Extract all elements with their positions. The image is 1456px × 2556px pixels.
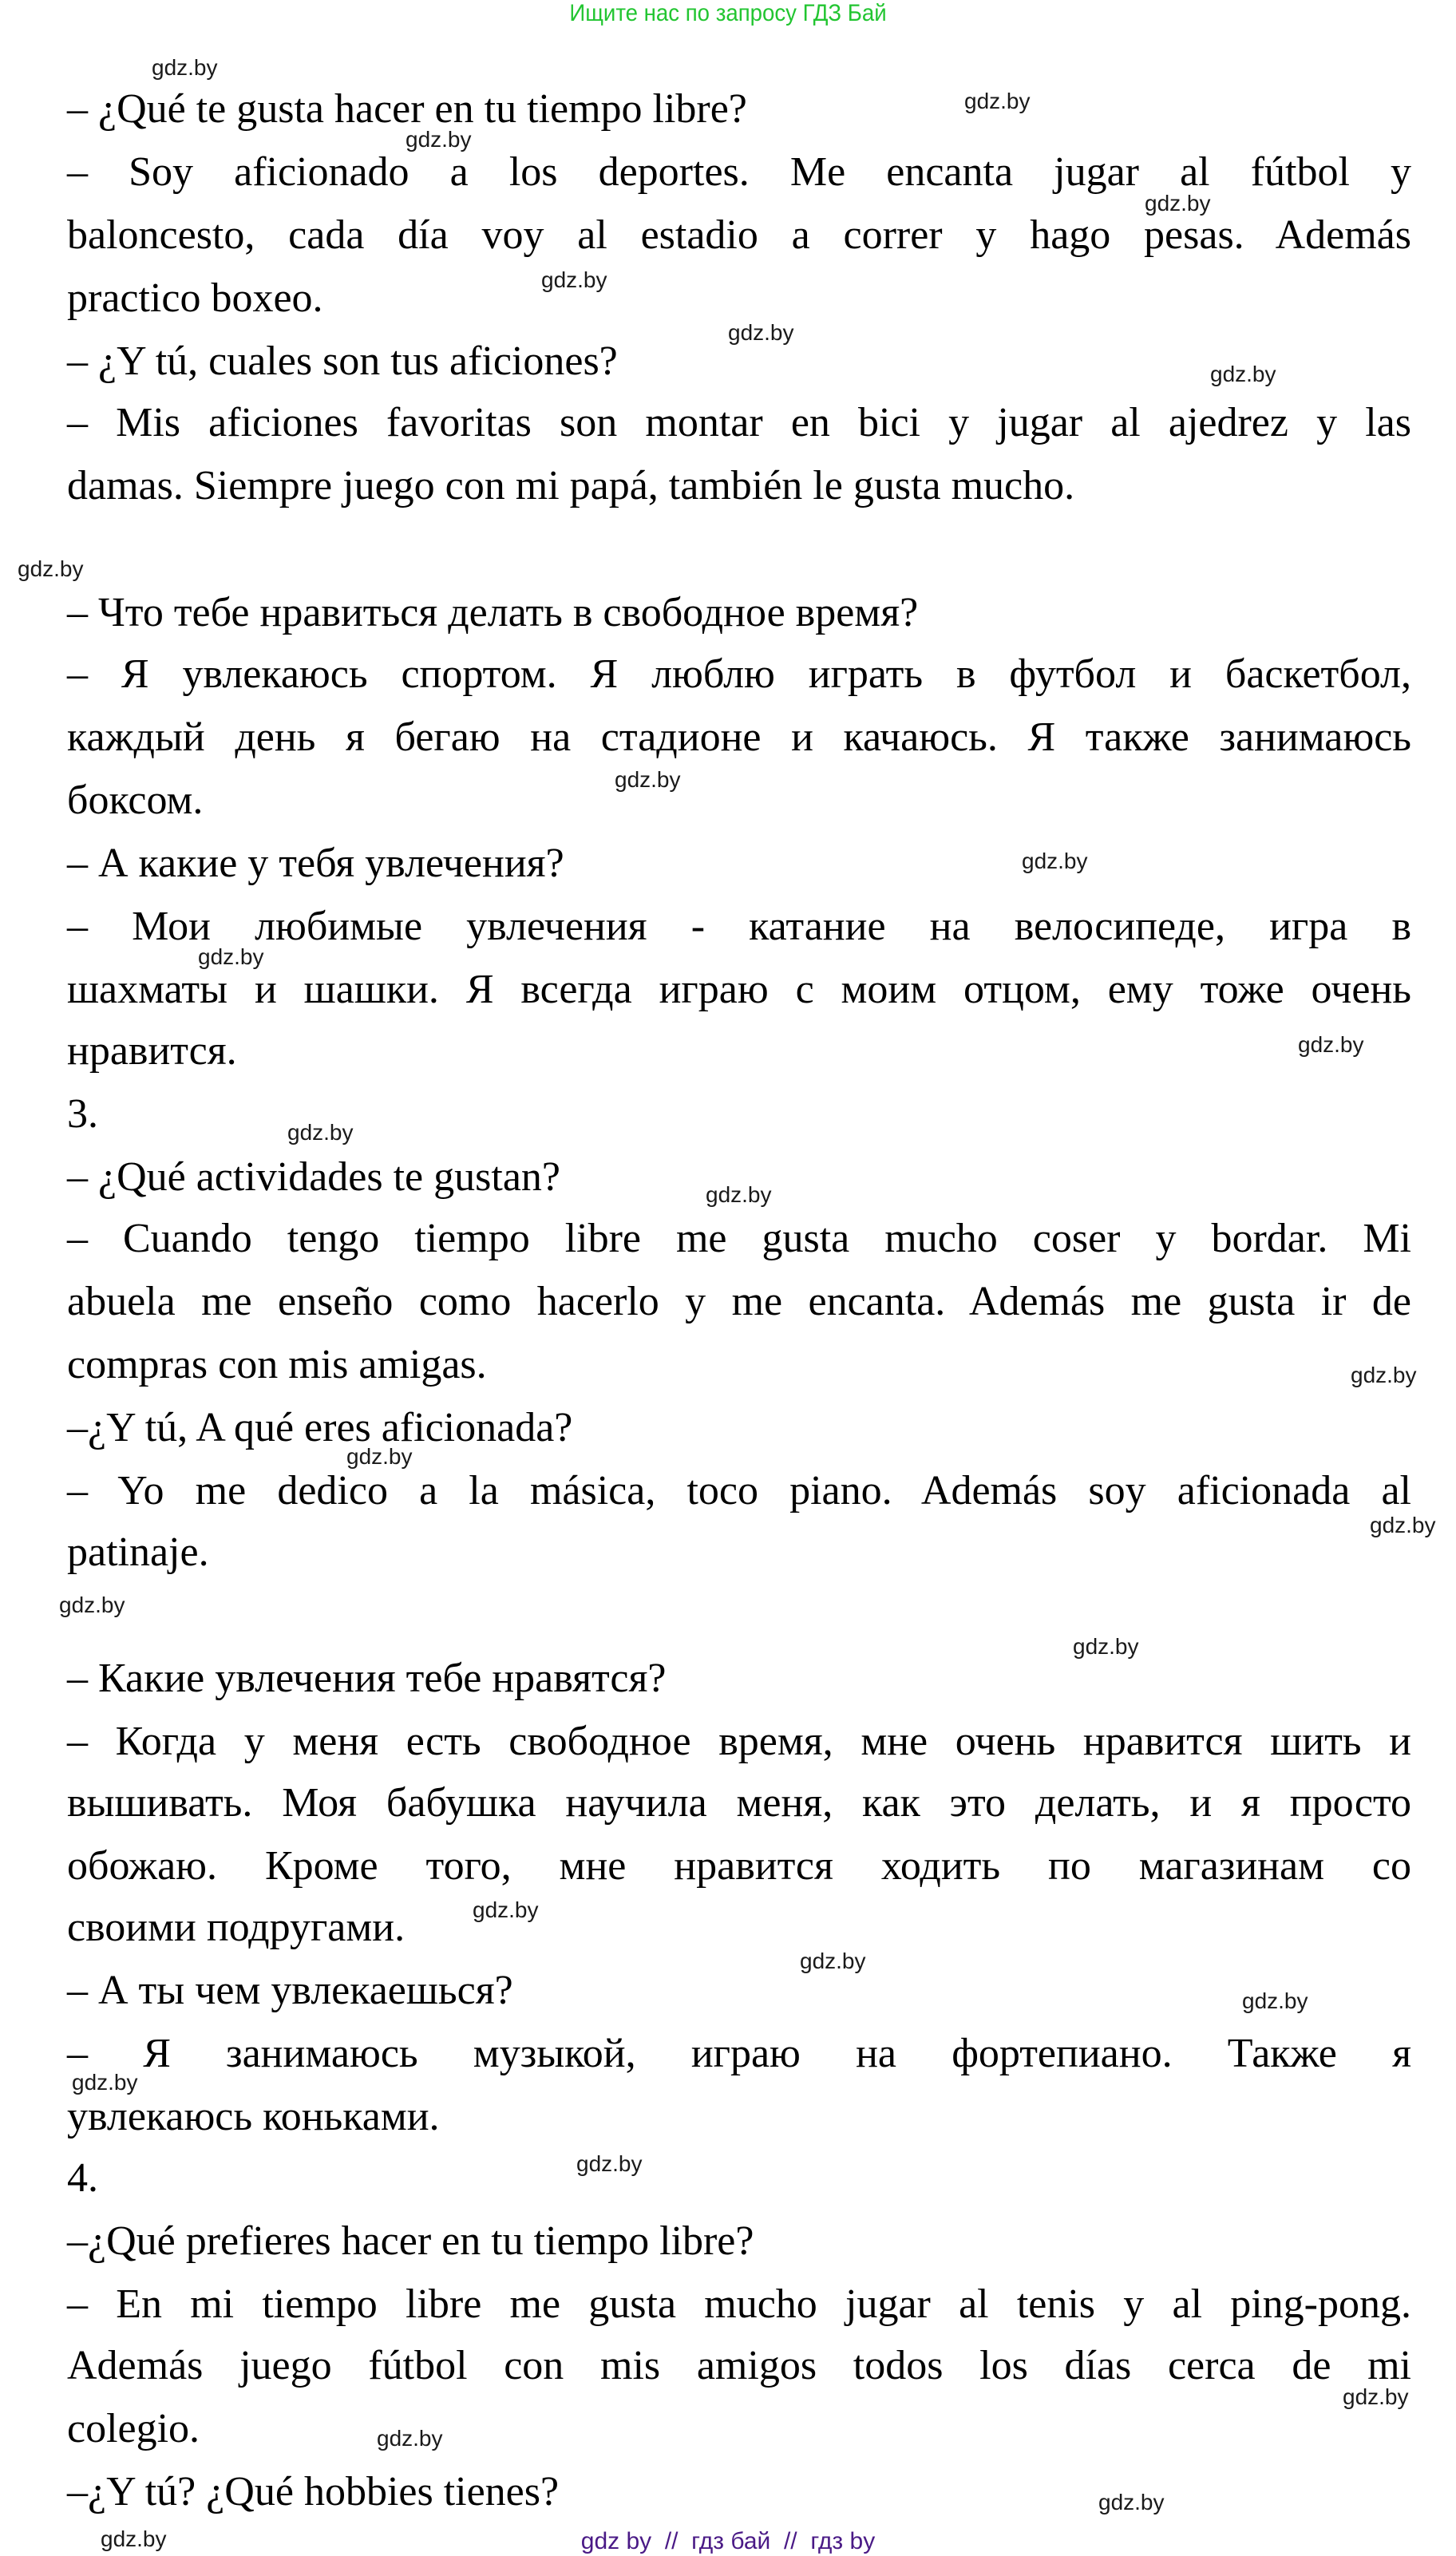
watermark: gdz.by	[473, 1897, 539, 1922]
translation-line: обожаю. Кроме того, мне нравится ходить по магазинам со	[67, 1843, 1411, 1889]
translation-line: – Когда у меня есть свободное время, мне очень нравится шить и	[67, 1719, 1411, 1764]
dialogue-line: damas. Siempre juego con mi papá, también le gusta mucho.	[67, 463, 1075, 508]
dialogue-line: – Mis aficiones favoritas son montar en bici y jugar al ajedrez y las	[67, 400, 1411, 445]
dialogue-line: patinaje.	[67, 1529, 209, 1575]
translation-line: вышивать. Моя бабушка научила меня, как это делать, и я просто	[67, 1780, 1411, 1826]
watermark: gdz.by	[1298, 1032, 1364, 1057]
watermark: gdz.by	[101, 2526, 167, 2551]
watermark: gdz.by	[576, 2151, 643, 2176]
watermark: gdz.by	[706, 1182, 772, 1207]
translation-line: – Какие увлечения тебе нравятся?	[67, 1656, 667, 1701]
dialogue-line: – ¿Qué te gusta hacer en tu tiempo libre?	[67, 86, 747, 132]
dialogue-line: –¿Y tú, A qué eres aficionada?	[67, 1405, 573, 1450]
watermark: gdz.by	[728, 320, 794, 345]
watermark: gdz.by	[1343, 2384, 1409, 2409]
translation-line: боксом.	[67, 777, 204, 823]
watermark: gdz.by	[1022, 849, 1088, 873]
dialogue-line: – Yo me dedico a la másica, toco piano. Además soy aficionada al	[67, 1468, 1411, 1513]
watermark: gdz.by	[198, 944, 264, 969]
watermark: gdz.by	[59, 1593, 125, 1617]
watermark: gdz.by	[800, 1949, 866, 1973]
dialogue-line: – ¿Y tú, cuales son tus aficiones?	[67, 338, 618, 384]
site-search-banner: Ищите нас по запросу ГДЗ Бай	[569, 0, 887, 26]
dialogue-line: – Soy aficionado a los deportes. Me encanta jugar al fútbol y	[67, 149, 1411, 195]
translation-line: – Я занимаюсь музыкой, играю на фортепиано. Также я	[67, 2031, 1411, 2076]
watermark: gdz.by	[1370, 1513, 1436, 1537]
translation-line: – Что тебе нравиться делать в свободное время?	[67, 590, 919, 635]
dialogue-line: compras con mis amigas.	[67, 1342, 487, 1387]
dialogue-line: –¿Qué prefieres hacer en tu tiempo libre?	[67, 2218, 754, 2264]
translation-line: – Я увлекаюсь спортом. Я люблю играть в футбол и баскетбол,	[67, 651, 1411, 697]
watermark: gdz.by	[406, 127, 472, 152]
dialogue-line: baloncesto, cada día voy al estadio a correr y hago pesas. Además	[67, 212, 1411, 258]
translation-line: увлекаюсь коньками.	[67, 2094, 440, 2139]
section-number: 4.	[67, 2155, 98, 2201]
watermark: gdz.by	[377, 2426, 443, 2451]
translation-line: шахматы и шашки. Я всегда играю с моим отцом, ему тоже очень	[67, 967, 1411, 1012]
translation-line: – А ты чем увлекаешься?	[67, 1968, 513, 2013]
dialogue-line: colegio.	[67, 2406, 200, 2451]
footer-links: gdz by // гдз бай // гдз by	[580, 2528, 876, 2554]
watermark: gdz.by	[1242, 1988, 1308, 2013]
dialogue-line: – Cuando tengo tiempo libre me gusta mucho coser y bordar. Mi	[67, 1216, 1411, 1261]
watermark: gdz.by	[1145, 191, 1211, 216]
watermark: gdz.by	[287, 1120, 354, 1145]
watermark: gdz.by	[152, 55, 218, 80]
translation-line: каждый день я бегаю на стадионе и качаюсь. Я также занимаюсь	[67, 714, 1411, 760]
watermark: gdz.by	[1351, 1363, 1417, 1387]
watermark: gdz.by	[1073, 1634, 1139, 1659]
dialogue-line: practico boxeo.	[67, 275, 323, 321]
watermark: gdz.by	[346, 1444, 413, 1469]
translation-line: – Мои любимые увлечения - катание на велосипеде, игра в	[67, 904, 1411, 949]
dialogue-line: –¿Y tú? ¿Qué hobbies tienes?	[67, 2469, 560, 2514]
watermark: gdz.by	[615, 767, 681, 792]
watermark: gdz.by	[964, 89, 1031, 113]
watermark: gdz.by	[1210, 362, 1276, 386]
dialogue-line: – ¿Qué actividades te gustan?	[67, 1154, 560, 1200]
translation-line: своими подругами.	[67, 1905, 406, 1950]
dialogue-line: Además juego fútbol con mis amigos todos los días cerca de mi	[67, 2343, 1411, 2388]
translation-line: – А какие у тебя увлечения?	[67, 841, 564, 886]
dialogue-line: abuela me enseño como hacerlo y me encanta. Además me gusta ir de	[67, 1279, 1411, 1324]
watermark: gdz.by	[18, 556, 84, 581]
dialogue-line: – En mi tiempo libre me gusta mucho jugar al tenis y al ping-pong.	[67, 2281, 1411, 2327]
watermark: gdz.by	[541, 267, 607, 292]
translation-line: нравится.	[67, 1028, 237, 1074]
section-number: 3.	[67, 1091, 98, 1137]
watermark: gdz.by	[1098, 2490, 1165, 2514]
watermark: gdz.by	[72, 2070, 138, 2095]
